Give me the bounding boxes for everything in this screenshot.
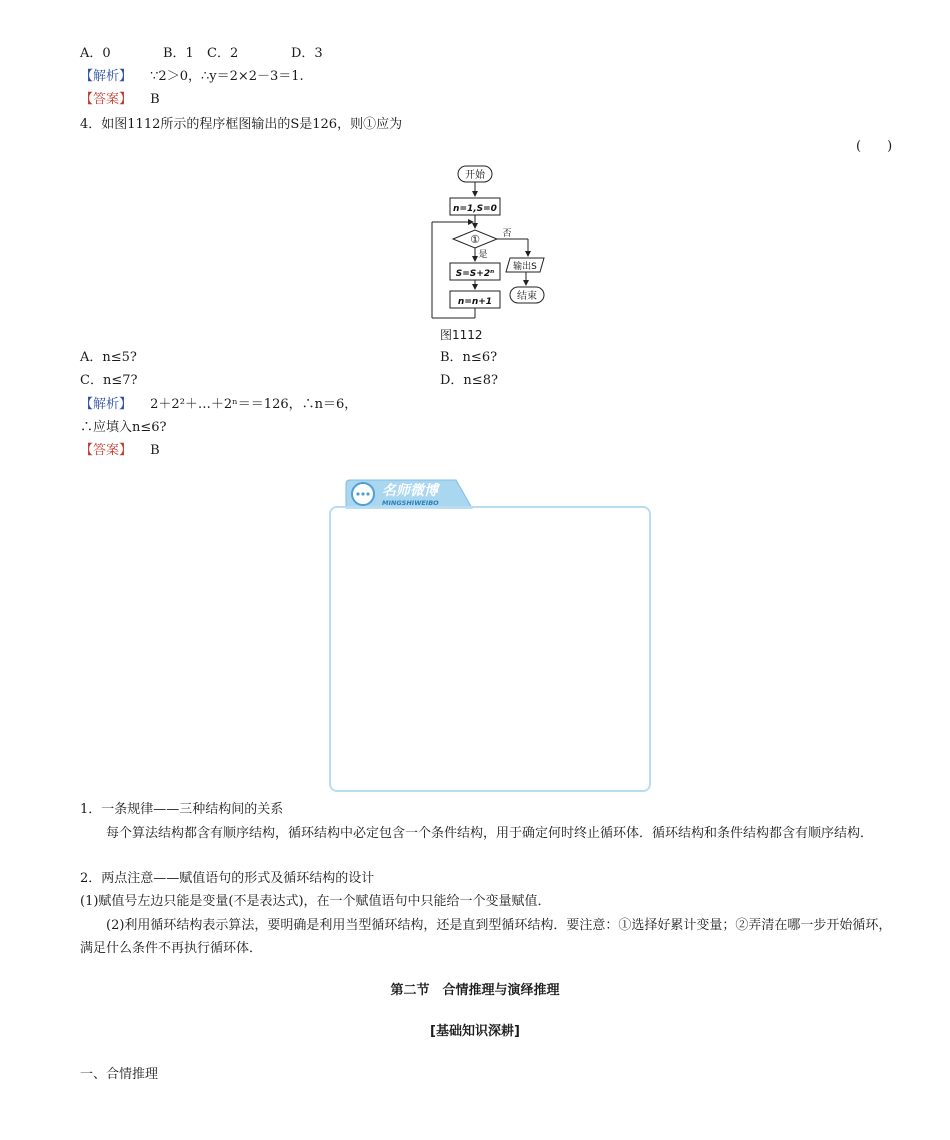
flow-output-label: 输出S bbox=[513, 262, 537, 272]
q4-option-c: C．n≤7? bbox=[80, 373, 138, 388]
note2-point1: (1)赋值号左边只能是变量(不是表达式)，在一个赋值语句中只能给一个变量赋值． bbox=[80, 894, 551, 909]
section-item-1: 一、合情推理 bbox=[80, 1067, 159, 1082]
analysis-text: ∵2＞0，∴y＝2×2－3＝1. bbox=[150, 69, 304, 84]
flowchart bbox=[410, 160, 570, 324]
flow-assign-label: S=S+2ⁿ bbox=[455, 269, 495, 279]
q4-answer bbox=[80, 442, 160, 460]
flow-end-label: 结束 bbox=[517, 291, 537, 302]
flow-no-label: 否 bbox=[502, 229, 512, 239]
q4-option-a: A．n≤5? bbox=[80, 350, 137, 365]
q3-option-b: B．1 bbox=[163, 46, 194, 61]
answer-value: B bbox=[150, 443, 160, 458]
q3-option-d: D．3 bbox=[291, 46, 323, 61]
analysis-tag: 【解析】 bbox=[80, 69, 133, 84]
empty-note-box bbox=[329, 506, 651, 792]
section-subtitle: [基础知识深耕] bbox=[430, 1024, 520, 1039]
note2-point2: (2)利用循环结构表示算法，要明确是利用当型循环结构，还是直到型循环结构．要注意：①选择好累计变量；②弄清在哪一步开始循环，满足什么条件不再执行循环体． bbox=[80, 918, 892, 956]
q4-analysis bbox=[80, 396, 357, 414]
q4-analysis-line2: ∴应填入n≤6? bbox=[80, 420, 167, 435]
q4-option-b: B．n≤6? bbox=[440, 350, 498, 365]
flow-init-label: n=1,S=0 bbox=[453, 204, 497, 214]
q4-option-d: D．n≤8? bbox=[440, 373, 498, 388]
q3-option-c: C．2 bbox=[207, 46, 239, 61]
answer-tag: 【答案】 bbox=[80, 92, 133, 107]
figure-caption: 图1112 bbox=[440, 328, 483, 342]
flow-start-label: 开始 bbox=[465, 170, 485, 181]
flow-cond-label: ① bbox=[470, 233, 480, 246]
q3-analysis bbox=[80, 68, 304, 86]
analysis-tag: 【解析】 bbox=[80, 397, 133, 412]
section-title: 第二节 合情推理与演绎推理 bbox=[390, 983, 560, 998]
note1-body: 每个算法结构都含有顺序结构，循环结构中必定包含一个条件结构，用于确定何时终止循环体．循环结构和条件结构都含有顺序结构． bbox=[106, 826, 874, 841]
flow-yes-label: 是 bbox=[478, 250, 488, 260]
answer-value: B bbox=[150, 92, 160, 107]
answer-bracket: ( ) bbox=[856, 139, 893, 154]
analysis-text: 2＋2²＋…＋2ⁿ＝＝126，∴n＝6， bbox=[150, 397, 358, 412]
banner-subtitle: MINGSHIWEIBO bbox=[382, 499, 439, 507]
banner-title: 名师微博 bbox=[382, 483, 438, 499]
flow-inc-label: n=n+1 bbox=[457, 297, 493, 307]
note1-title: 1．一条规律——三种结构间的关系 bbox=[80, 802, 284, 817]
note2-title: 2．两点注意——赋值语句的形式及循环结构的设计 bbox=[80, 871, 375, 886]
q4-stem: 4．如图1112所示的程序框图输出的S是126，则①应为 bbox=[80, 117, 403, 132]
q3-answer bbox=[80, 91, 160, 109]
q3-option-a: A．0 bbox=[80, 46, 111, 61]
answer-tag: 【答案】 bbox=[80, 443, 133, 458]
